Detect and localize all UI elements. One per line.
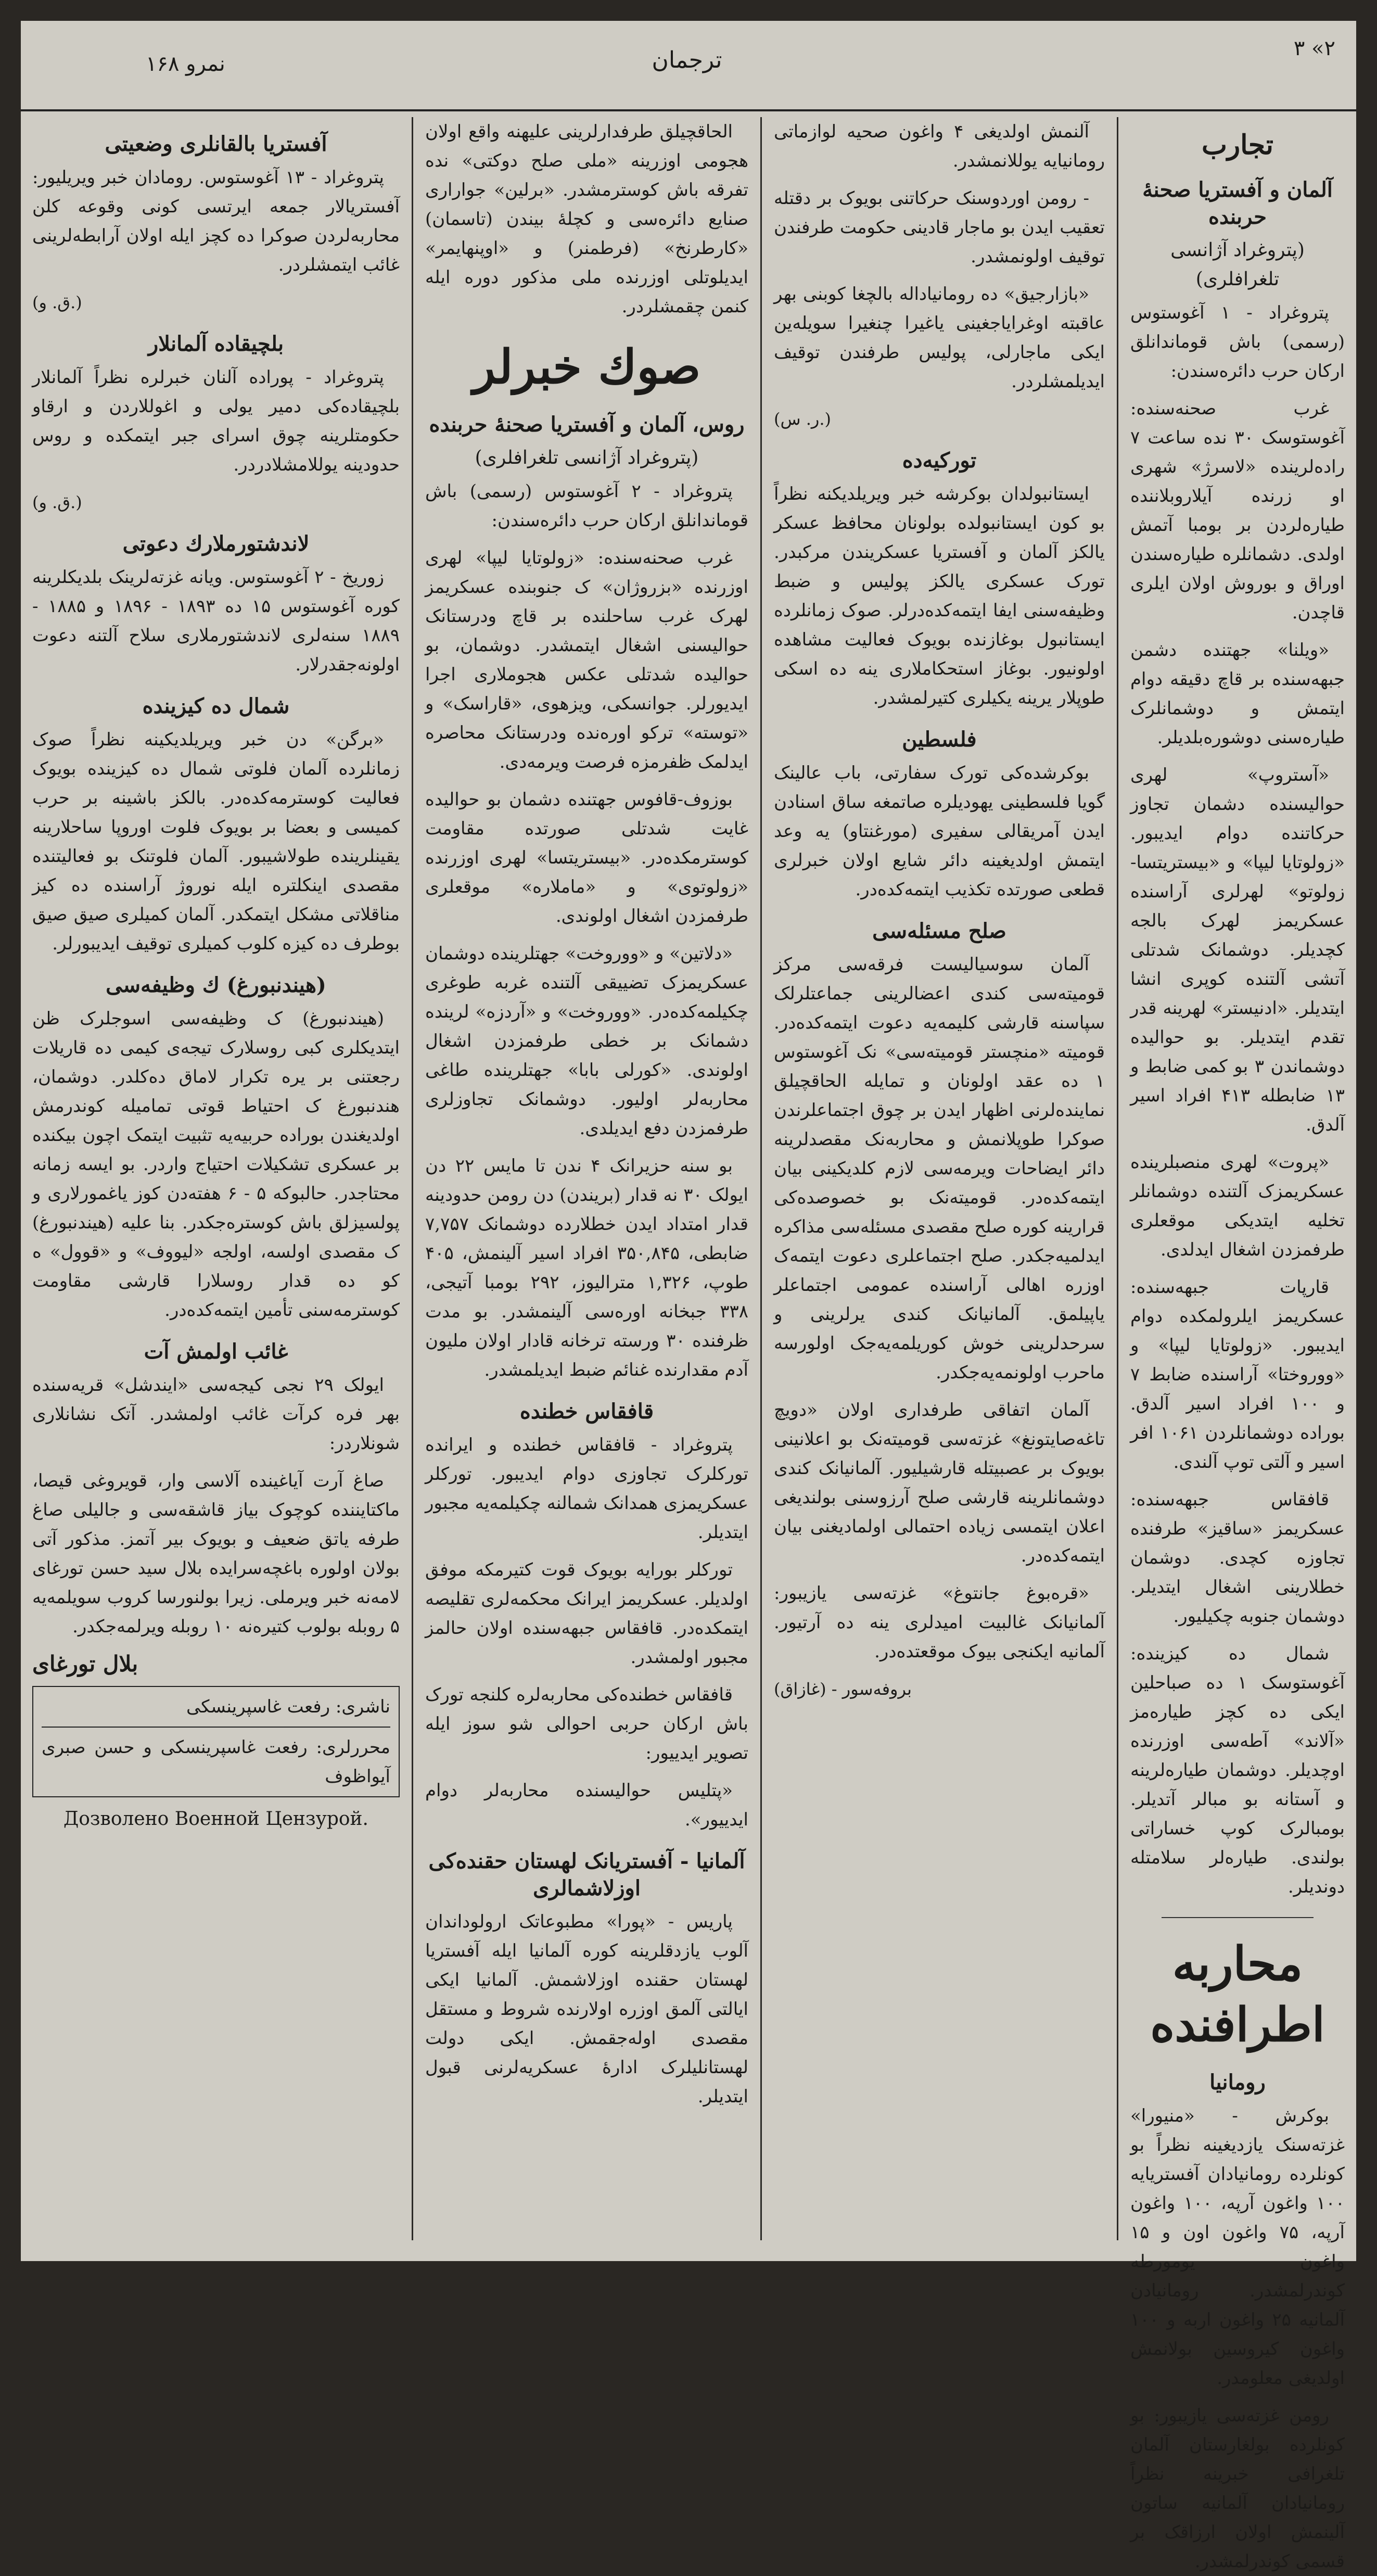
issue-number: نمرو ۱۶۸ bbox=[146, 52, 225, 76]
article-paragraph: بو سنه حزیرانک ۴ ندن تا مایس ۲۲ دن ایولک ۳۰ نه قدار (بریندن) دن رومن حدودینه قدار امتداد ایدن خطلارده دوشمانک ۷,۷۵۷ ضابطی، ۳۵۰,۸۴۵ افراد اسیر آلینمش، ۴۰۵ طوپ، ۱,۳۲۶ مترالیوز، ۲۹۲ بومبا آتیجی، ۳۳۸ جبخانه اوره‌سی آلینمشدر. بو مدت ظرفنده ۳۰ ورسته ترخانه قادار اولان ملیون آدم مقدارنده غنائم ضبط ایدیلمشدر. bbox=[425, 1156, 748, 1380]
article-paragraph: بوکرش - «منیورا» غزته‌سنک یازدیغینه نظراً بو کونلرده رومانیادان آفستریایه ۱۰۰ واغون آرپه، ۱۰۰ واغون آرپه، ۷۵ واغون اون و ۱۵ واغون یومورطه کوندرلمشدر. رومانیادن آلمانیه ۲۵ واغون اربه و ۱۰۰ واغون کیروسین بولانمش اولدیغی معلومدر. bbox=[1130, 2105, 1345, 2389]
article-paragraph: الحاقچیلق طرفدارلرینی علیهنه واقع اولان هجومی اوزرینه «ملی صلح دوکتی» نده تفرقه باش کوسترمشدر. «برلین» جواراری صنایع دائره‌سی و کچلهٔ بیندن (تاسمان) «کارطرنخ» (فرطمنر) و «اوپنهایمر» ایدیلوتلی اوزرنده ملی مذکور دوره ایله کنمن چقمشلردر. bbox=[425, 121, 748, 317]
article-paragraph: «آستروپ» لهری حوالیسنده دشمان تجاوز حرکاتنده دوام ایدیبور. «زولوتایا لیپا» و «بیستریتسا-زولوتو» لهرلری آراسنده عسکریمز لهرک بالجه کچدیلر. دوشمانک شدتلی آتشی آلتنده کوپری انشا ایتدیلر. «ادنیستر» لهرینه قدر تقدم ایتدیلر. بو حوالیده دوشماندن ۳ بو کمی ضابط و ۱۳ ضابطله ۴۱۳ افراد اسیر آلدق. bbox=[1130, 764, 1345, 1135]
article-paragraph: پتروغراد - ۱۳ آغوستوس. رومادان خبر ویریلیور: آفستریالار جمعه ایرتسی کونی وقوعه کلن محاربه‌لردن صوکرا ده کچز ایله اولان آرابطه‌لرینی غائب ایتمشلردر. bbox=[32, 167, 400, 275]
article-headline: غائب اولمش آت bbox=[144, 1339, 288, 1364]
editor-conjunction: و bbox=[143, 1737, 152, 1758]
article-paragraph: زوریخ - ۲ آغوستوس. ویانه غزته‌لرینک بلدیکلرینه کوره آغوستوس ۱۵ ده ۱۸۹۳ - ۱۸۹۶ و ۱۸۸۵ - ۱۸۸۹ سنه‌لری لاندشتورملاری سلاح آلتنه دعوت اولونه‌جقدرلار. bbox=[32, 567, 400, 675]
article-paragraph: - رومن اوردوسنک حرکاتنی بویوک بر دقتله تعقیب ایدن بو ماجار قادینی حکومت طرفندن توقیف اولونمشدر. bbox=[774, 188, 1105, 267]
ad-signature: بلال تورغای bbox=[32, 1651, 138, 1677]
divider bbox=[1162, 1917, 1314, 1918]
article-paragraph: «ویلنا» جهتنده دشمن جبهه‌سنده بر قاچ دقیقه دوام ایتمش و دوشمانلرک طیاره‌سنی دوشوره‌بلدیلر. bbox=[1130, 639, 1345, 748]
masthead-title: ترجمان bbox=[652, 47, 722, 73]
imprint-box bbox=[32, 1686, 400, 1797]
publisher-line bbox=[42, 1692, 390, 1721]
editor-name: رفعت غاسپرینسکی bbox=[160, 1737, 308, 1758]
newspaper-page bbox=[21, 21, 1356, 2572]
editor-name: حسن صبری آیواظوف bbox=[42, 1737, 390, 1787]
column-rule bbox=[760, 117, 762, 2240]
publisher-label: ناشری: bbox=[335, 1696, 390, 1717]
article-paragraph: غرب صحنه‌سنده: آغوستوسک ۳۰ نده ساعت ۷ راده‌لرینده «لاسرژ» شهری او زرنده آیلاروبلاننده طیاره‌لردن بر بومبا آتمش اولدی. دشمانلره طیاره‌سندن اوراق و بوروش اولان ایلری قاچدن. bbox=[1130, 398, 1345, 623]
article-paragraph: بوزوف-قافوس جهتنده دشمان بو حوالیده غایت شدتلی صورتده مقاومت کوسترمکده‌در. «بیستریتسا» لهری اوزرنده «زولوتوی» و «ماملاره» موقعلری طرفمزدن اشغال اولوندی. bbox=[425, 789, 748, 927]
article-headline: آلمان و آفستریا صحنهٔ حربنده bbox=[1142, 177, 1333, 229]
article-subheadline: (پتروغراد آژانسی تلغرافلری) bbox=[1170, 239, 1305, 290]
article-paragraph: رومن غزته‌سی یازیبور: بو کونلرده بولغارستان آلمان تلغرافی خبرینه نظراً رومانیادان آلمانیه ساتون آلینمش اولان ارزاقک بر قسمی کوندرلمشدر. bbox=[1130, 2405, 1345, 2572]
article-paragraph: قارپات جبهه‌سنده: عسکریمز ایلرولمکده دوام ایدیبور. «زولوتایا لیپا» و «ووروختا» آراسنده ضابط ۷ و ۱۰۰ افراد اسیر آلدق. بوراده دوشمانلردن ۱۰۶۱ افر اسیر و آلتی توپ آلندی. bbox=[1130, 1276, 1345, 1473]
article-signature: (ق. و.) bbox=[32, 492, 82, 512]
article-headline: تورکیه‌ده bbox=[902, 448, 977, 473]
article-paragraph: پتروغراد - ۲ آغوستوس (رسمی) باش قوماندانلق ارکان حرب دائره‌سندن: bbox=[425, 481, 748, 531]
section-heading: تجارب bbox=[1202, 129, 1273, 161]
publisher-name: رفعت غاسپرینسکی bbox=[186, 1696, 330, 1717]
column-1 bbox=[1119, 117, 1356, 2572]
article-signature: (ر. س.) bbox=[774, 409, 831, 429]
article-paragraph: «قره‌بوغ جانتوغ» غزته‌سی یازیبور: آلمانیانک غالبیت امیدلری ینه ده آرتیور. آلمانیه ایکنجی بیوک موقعتده‌در. bbox=[774, 1583, 1105, 1662]
page-number: ۳ «۲ bbox=[1293, 36, 1335, 60]
article-paragraph: آلمان اتفاقی طرفداری اولان «دویچ تاغه‌صایتونغ» غزته‌سی قومیته‌نک بو اعلانینی بویوک بر عصبیتله قارشیلیور. آلمانیانک کندی دوشمانلرینه قارشی صلح آرزوسنی بولندیغی اعلان ایتمسی زیاده احتمالی اولمادیغنی بیان ایتمه‌کده‌در. bbox=[774, 1400, 1105, 1566]
article-headline: آلمانیا - آفستریانک لهستان حقنده‌کی اوزلاشمالری bbox=[428, 1849, 745, 1900]
column-4 bbox=[21, 117, 411, 2245]
article-paragraph: قافقاس خطنده‌کی محاربه‌لره کلنجه تورک باش ارکان حربی احوالی شو سوز ایله تصویر ایدییور: bbox=[425, 1684, 748, 1763]
article-paragraph: بوکرشده‌کی تورک سفارتی، باب عالینک گویا فلسطینی یهودیلره صاتمغه ساق اسنادن ایدن آمریقالی سفیری (مورغنتاو) یه وعد ایتمش اولدیغینه دائر شایع اولان خبرلری قطعی صورتده تکذیب ایتمه‌کده‌در. bbox=[774, 763, 1105, 900]
article-paragraph: آلنمش اولدیغی ۴ واغون صحیه لوازماتی رومانیایه یوللانمشدر. bbox=[774, 121, 1105, 171]
column-2 bbox=[762, 117, 1116, 2245]
article-paragraph: ایولک ۲۹ نجی کیجه‌سی «ایندشل» قریه‌سنده بهر فره کرآت غائب اولمشدر. آتک نشانلاری شونلاردر: bbox=[32, 1375, 400, 1454]
article-paragraph: آلمان سوسیالیست فرقه‌سی مرکز قومیته‌سی کندی اعضالرینی جماعتلرلک سپاسنه قارشی کلیمه‌یه دعوت ایتمه‌کده‌در. قومیته «منچستر قومیته‌سی» نک آغوستوس ۱ ده عقد اولونان و تمایله الحاقچیلق نماینده‌لرنی اظهار ایدن بر چوق اجتماعلرندن صوکرا طوپلانمش و محاربه‌نک مقصدلرینه دائر ایضاحات ویرمه‌سی لازم کلدیکینی بیان ایتمه‌کده‌در. قومیته‌نک بو خصوصده‌کی قرارینه کوره صلح مقصدی مسئله‌سی مذاکره ایدلمیه‌جکدر. صلح اجتماعلری دعوت ایتمه‌ک اوزره اهالی آراسنده عمومی اجتماعلر یاپیلمق. آلمانیانک کندی یرلرینی و سرحدلرینی خوش کوریلمه‌یه‌جک اولورسه ماحرب اولونمه‌یه‌جکدر. bbox=[774, 954, 1105, 1383]
article-headline: آفستریا بالقانلری وضعیتی bbox=[105, 132, 327, 156]
article-signature: (غازاق) - بروفه‌سور bbox=[774, 1679, 912, 1699]
article-paragraph: «برگن» دن خبر ویریلدیکینه نظراً صوک زمانلرده آلمان فلوتی شمال ده کیزینده بویوک فعالیت کوسترمه‌کده‌در. بالکز باشینه بر حرب کمیسی و بعضا بر بویوک فلوت اوروپا ساحلارینه یقینلرینده طولاشیبور. آلمان فلوتنک بو فعالیتنده مقصدی اینکلتره ایله نوروژ آراسنده ده کیز مناقلاتی مشکل ایتمکدر. آلمان کمیلری صیق صیق بوطرف ده کیزه کلوب کمیلری توقیف ایدیبورلر. bbox=[32, 729, 400, 954]
article-subheadline: (پتروغراد آژانسی تلغرافلری) bbox=[475, 447, 699, 468]
censorship-note: Дозволено Военной Цензурой. bbox=[63, 1808, 368, 1830]
editors-label: محررلری: bbox=[316, 1737, 391, 1758]
article-paragraph: صاغ آرت آیاغینده آلاسی وار، قویروغی قیصا، ماکتایننده کوچوک بیاز قاشقه‌سی و جالیلی صاغ طرفه یاتق ضعیف و بویوک بیر آتمز. مذکور آتی بولان اولوره باغچه‌سرایده بلال سید حسن تورغای لامه‌نه خبر ویرملی. زیرا بولنورسا کروب سویلمه‌یه ۵ روبله بولوب کتیره‌نه ۱۰ روبله ویرلمه‌جکدر. bbox=[32, 1470, 400, 1637]
article-headline: شمال ده کیزینده bbox=[142, 694, 290, 718]
article-paragraph: «پروت» لهری منصبلرینده عسکریمزک آلتنده دوشمانلر تخلیه ایتدیکی موقعلری طرفمزدن اشغال ایدلدی. bbox=[1130, 1151, 1345, 1260]
article-paragraph: «دلاتین» و «ووروخت» جهتلرینده دوشمان عسکریمزک تضییقی آلتنده غربه طوغری چکیلمه‌کده‌در. «ووروخت» و «آردزه» لرینده دشمانک بر خطی طرفمزدن اشغال اولوندی. «کورلی بابا» جهتلرینده طاغی محاربه‌لر اولیور. دوشمانک تجاوزلری طرفمزدن دفع ایدیلدی. bbox=[425, 943, 748, 1139]
article-paragraph: پاریس - «پورا» مطبوعاتک ارولوداندان آلوب یازدقلرینه کوره آلمانیا ایله آفستریا لهستان حقنده اوزلاشمش. آلمانیا ایکی ایالتی آلمق اوزره اولارنده شروط و مستقل مقصدی اوله‌جقمش. ایکی دولت لهستانلیلرک ادارهٔ عسکریه‌لرنی قبول ایتدیلر. bbox=[425, 1911, 748, 2107]
article-paragraph: قافقاس جبهه‌سنده: عسکریمز «ساقیز» طرفنده تجاوزه کچدی. دوشمان خطلارینی اشغال ایتدیلر. دوشمان جنوبه چکیلیور. bbox=[1130, 1489, 1345, 1627]
article-headline: (هیندنبورغ) ك وظیفه‌سی bbox=[106, 973, 326, 997]
editors-line bbox=[42, 1727, 390, 1791]
article-paragraph: پتروغراد - ۱ آغوستوس (رسمی) باش قوماندانلق ارکان حرب دائره‌سندن: bbox=[1130, 302, 1345, 382]
article-headline: روس، آلمان و آفستریا صحنهٔ حربنده bbox=[429, 412, 745, 437]
article-paragraph: «بازارجیق» ده رومانیاداله بالچغا کوبنی بهر عاقبته اوغرایاجغینی یاغیرا چنغیرا سویله‌ین ایکی ماجارلی، پولیس طرفندن توقیف ایدیلمشلردر. bbox=[774, 284, 1105, 392]
column-3 bbox=[414, 117, 760, 2245]
article-headline: قافقاس خطنده bbox=[519, 1399, 654, 1424]
article-headline: فلسطین bbox=[902, 727, 977, 752]
article-paragraph: (هیندنبورغ) ک وظیفه‌سی اسوجلرک ظن ایتدیکلری کبی روسلارک تیجه‌ی کیمی ده قاریلات رجعتنی بر یره تکرار لاماق ده‌کلدر. دوشمان، هندنبورغ ک احتیاط قوتی تمامیله کوندرمش اولدیغندن بوراده حربیه‌یه تثبیت ایتمک اچون بیکنده بر عسکری تشکیلات احتیاج واردر. بو ایسه زمانه محتاجدر. حالبوکه ۵ - ۶ هفته‌دن کوز یاغمورلاری و پولسیزلق باش کوستره‌جکدر. بنا علیه (هیندنبورغ) ک مقصدی اولسه، اولجه «لیووف» و «قوول» ه کو ده قدار روسلارا قارشی مقاومت کوسترمه‌سنی تأمین ایتمه‌کده‌در. bbox=[32, 1008, 400, 1321]
article-paragraph: «پتلیس حوالیسنده محاربه‌لر دوام ایدییور». bbox=[425, 1780, 748, 1830]
column-rule bbox=[412, 117, 413, 2240]
article-paragraph: پتروغراد - پوراده آلنان خبرلره نظراً آلمانلار بلچیقاده‌کی دمیر یولی و اغوللاردن و ارقاو حکومتلرینه چوق اسرای جبر ایتمکده و روس حدودینه یوللامشلادردر. bbox=[32, 367, 400, 475]
article-paragraph: پتروغراد - قافقاس خطنده و ایرانده تورکلرک تجاوزی دوام ایدیبور. تورکلر عسکریمزی همدانک شمالنه چکیلمه‌یه مجبور ایتدیلر. bbox=[425, 1435, 748, 1543]
article-headline: صلح مسئله‌سی bbox=[872, 919, 1006, 943]
section-heading: محاربه اطرافنده bbox=[1150, 1936, 1325, 2052]
article-paragraph: غرب صحنه‌سنده: «زولوتایا لیپا» لهری اوزرنده «بزروژان» ک جنوبنده عسکریمز لهرک غرب ساحلنده بر قاچ ودرستانک حوالیسنی اشغال ایتمشدر. دوشمان، بو حوالیده شدتلی عکس هجوملاری اجرا ایدیورلر. جوانسکی، ویزهوی، «قاراسک» و «توسته» ترکو اوره‌نده ودرستانک محاصره ایدلمک ظفرمزه فرصت ویرمه‌دی. bbox=[425, 548, 748, 772]
article-headline: لاندشتورملارك دعوتی bbox=[122, 531, 310, 556]
section-heading: صوك خبرلر bbox=[473, 339, 701, 395]
article-paragraph: ایستانبولدان بوکرشه خبر ویریلدیکنه نظراً بو کون ایستانبولده بولونان محافظ عسکر یالکز آلمان و آفستریا عسکریندن مرکبدر. تورک عسکری یالکز پولیس و ضبط وظیفه‌سنی ایفا ایتمه‌کده‌درلر. صوک زمانلرده ایستانبول بوغازنده بویوک فعالیت مشاهده اولونیور. بوغاز استحکاملاری ینه ده اسکی طوپلار یرینه یکیلری کتیرلمشدر. bbox=[774, 484, 1105, 708]
page-header bbox=[21, 21, 1356, 111]
article-signature: (ق. و.) bbox=[32, 293, 82, 312]
column-rule bbox=[1117, 117, 1118, 2240]
article-paragraph: شمال ده کیزینده: آغوستوسک ۱ ده صباحلین ایکی ده کچز طیاره‌مز «آلاند» آطه‌سی اوزرنده اوچدیلر. دوشمان طیاره‌لرینه و آستانه بو مبالر آتدیلر. بومبالرک کوپ خساراتی بولندی. طیاره‌لر سلامتله دوندیلر. bbox=[1130, 1643, 1345, 1897]
article-headline: رومانیا bbox=[1209, 2070, 1266, 2095]
article-paragraph: تورکلر بورایه بویوک قوت کتیرمکه موفق اولدیلر. عسکریمز ایرانک محکمه‌لری تقلیصه ایتمکده‌در. قافقاس جبهه‌سنده اولان حالمز مجبور اولمشدر. bbox=[425, 1559, 748, 1668]
article-headline: بلچیقاده آلمانلار bbox=[148, 332, 284, 356]
